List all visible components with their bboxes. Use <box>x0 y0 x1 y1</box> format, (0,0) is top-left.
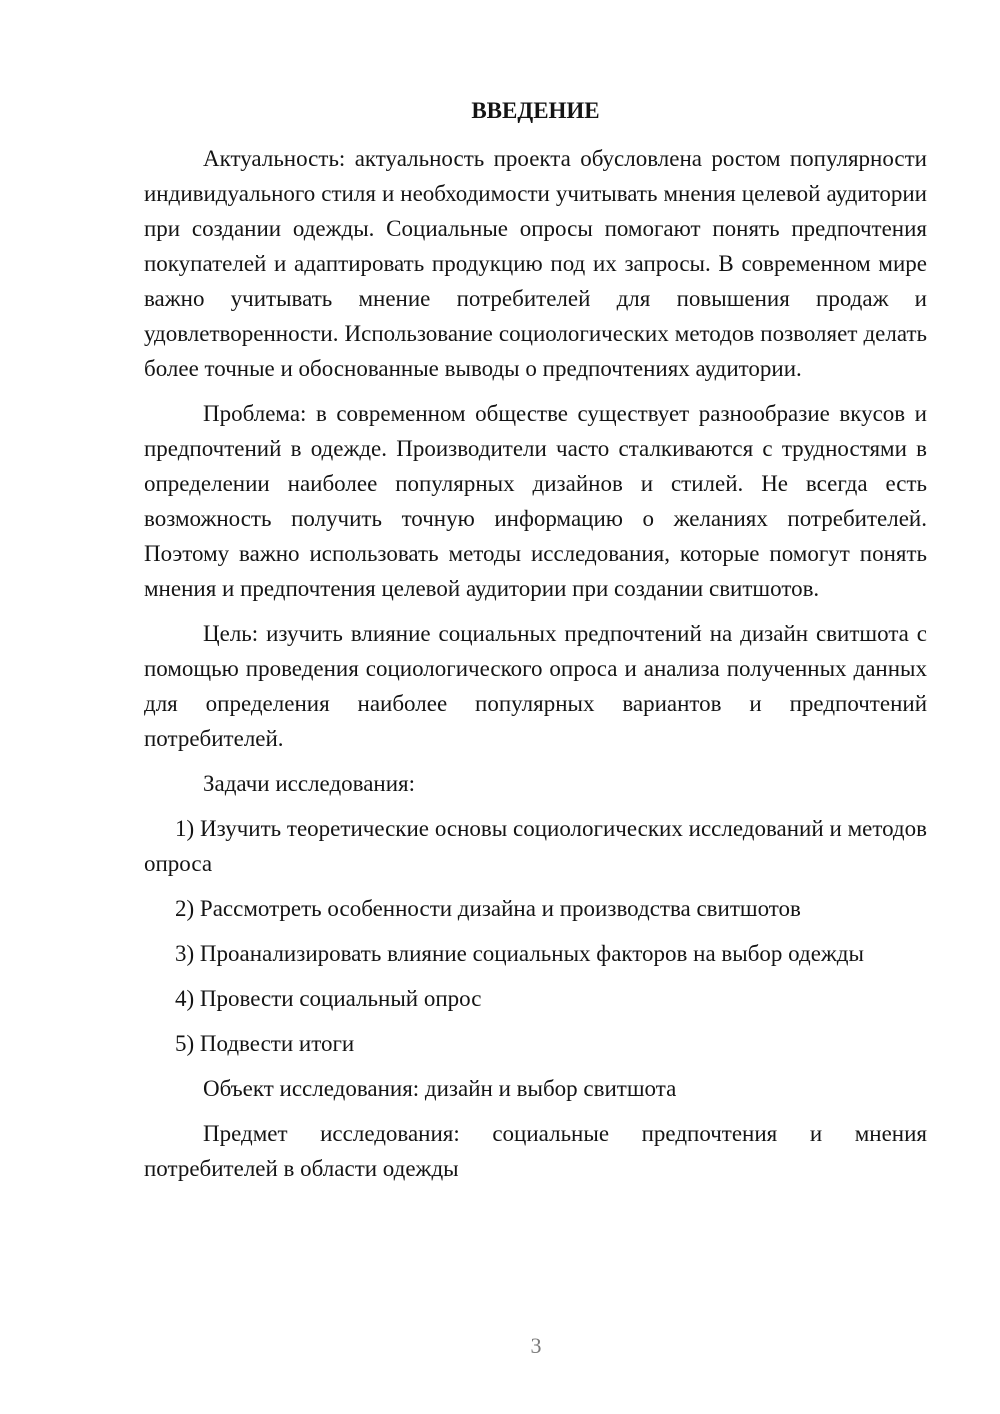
task-item: 3) Проанализировать влияние социальных факторов на выбор одежды <box>175 941 864 966</box>
page-title: ВВЕДЕНИЕ <box>471 98 600 123</box>
relevance-paragraph: Актуальность: актуальность проекта обусловлена ростом популярности индивидуального стиля и необходимости учитывать мнения целевой аудитории при создании одежды. Социальные опросы помогают понять предпочтения покупателей и адаптировать продукцию под их запросы. В современном мире важно учитывать мнение потребителей для повышения продаж и удовлетворенности. Использование социологических методов позволяет делать более точные и обоснованные выводы о предпочтениях аудитории. <box>144 146 927 381</box>
tasks-list <box>144 811 927 1061</box>
task-item: 1) Изучить теоретические основы социологических исследований и методов опроса <box>144 816 927 876</box>
subject-paragraph: Предмет исследования: социальные предпочтения и мнения потребителей в области одежды <box>144 1121 927 1181</box>
task-item: 5) Подвести итоги <box>175 1031 355 1056</box>
object-paragraph: Объект исследования: дизайн и выбор свитшота <box>203 1076 677 1101</box>
page-content <box>144 95 927 1196</box>
goal-paragraph: Цель: изучить влияние социальных предпочтений на дизайн свитшота с помощью проведения социологического опроса и анализа полученных данных для определения наиболее популярных вариантов и предпочтений потребителей. <box>144 621 927 751</box>
task-item: 2) Рассмотреть особенности дизайна и производства свитшотов <box>175 896 801 921</box>
tasks-heading: Задачи исследования: <box>203 771 416 796</box>
task-item: 4) Провести социальный опрос <box>175 986 482 1011</box>
page-number: 3 <box>530 1333 542 1358</box>
problem-paragraph: Проблема: в современном обществе существует разнообразие вкусов и предпочтений в одежде. Производители часто сталкиваются с трудностями в определении наиболее популярных дизайнов и стилей. Не всегда есть возможность получить точную информацию о желаниях потребителей. Поэтому важно использовать методы исследования, которые помогут понять мнения и предпочтения целевой аудитории при создании свитшотов. <box>144 401 927 601</box>
